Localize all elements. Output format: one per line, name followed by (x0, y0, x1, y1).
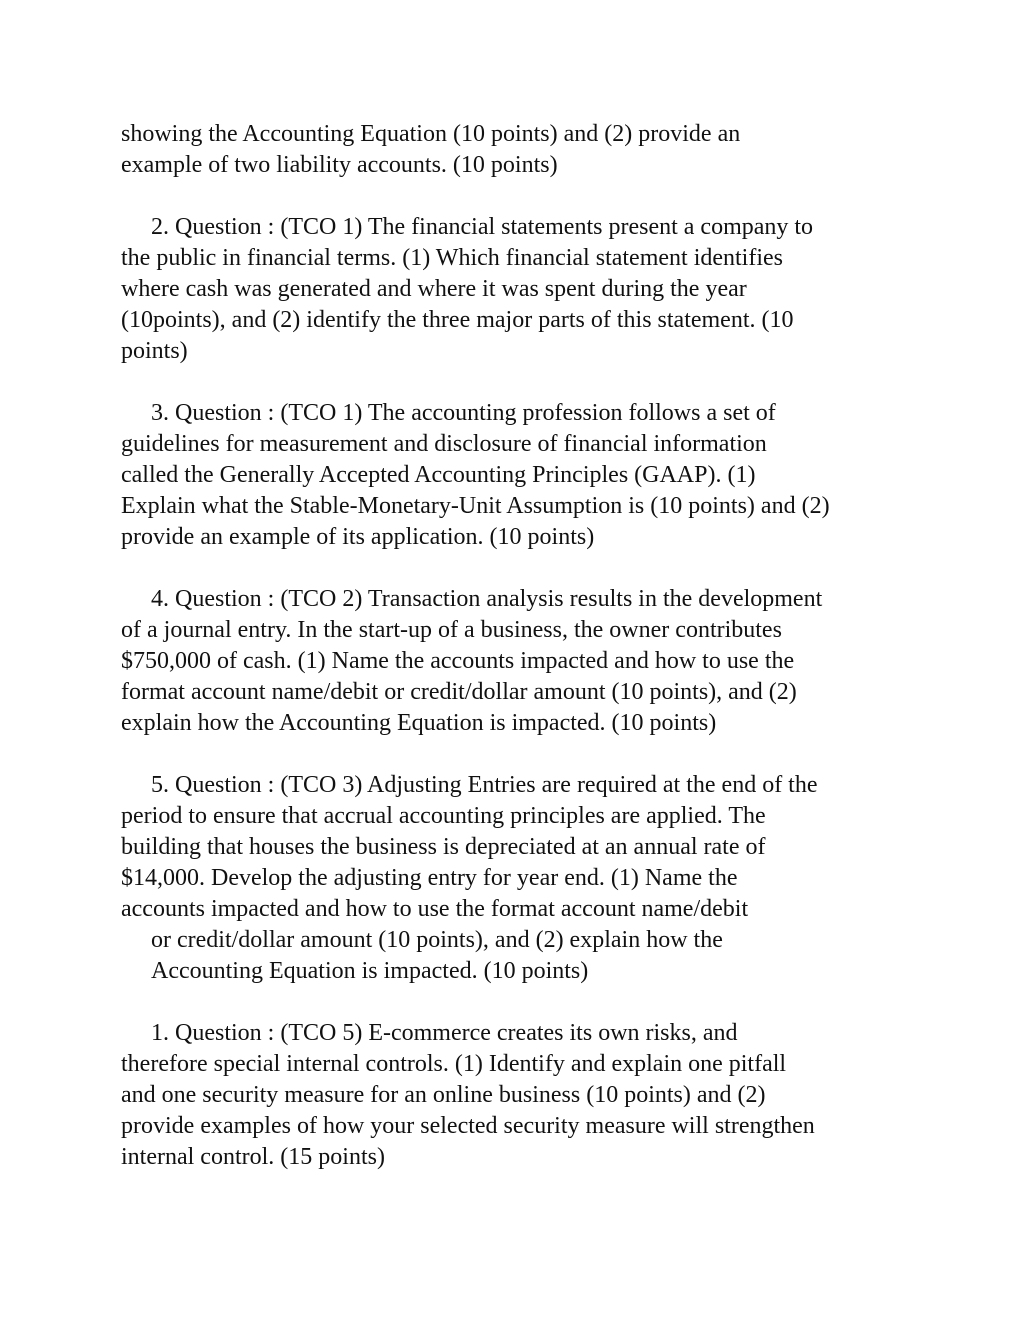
text-line: guidelines for measurement and disclosure of financial information (121, 431, 767, 457)
text-line: provide an example of its application. (10 points) (121, 524, 595, 550)
text-line: $750,000 of cash. (1) Name the accounts impacted and how to use the (121, 648, 795, 674)
text-line: format account name/debit or credit/dollar amount (10 points), and (2) (121, 679, 797, 705)
text-line: of a journal entry. In the start-up of a business, the owner contributes (121, 617, 782, 643)
document-page (121, 119, 921, 1173)
paragraph-question-1-tco5 (121, 1018, 921, 1173)
question-heading-line: 3. Question : (TCO 1) The accounting profession follows a set of (151, 400, 776, 426)
text-line: explain how the Accounting Equation is impacted. (10 points) (121, 710, 717, 736)
question-heading-line: 4. Question : (TCO 2) Transaction analysis results in the development (151, 586, 823, 612)
text-line: points) (121, 338, 188, 364)
text-line: called the Generally Accepted Accounting Principles (GAAP). (1) (121, 462, 756, 488)
question-heading-line: 1. Question : (TCO 5) E-commerce creates its own risks, and (151, 1020, 738, 1046)
text-line: $14,000. Develop the adjusting entry for year end. (1) Name the (121, 865, 738, 891)
text-line: (10points), and (2) identify the three major parts of this statement. (10 (121, 307, 794, 333)
paragraph-intro-continuation (121, 119, 921, 181)
text-line: therefore special internal controls. (1) Identify and explain one pitfall (121, 1051, 787, 1077)
text-line: the public in financial terms. (1) Which financial statement identifies (121, 245, 784, 271)
text-line: showing the Accounting Equation (10 points) and (2) provide an (121, 121, 741, 147)
paragraph-question-2 (121, 212, 921, 367)
paragraph-question-4 (121, 584, 921, 739)
question-heading-line: 2. Question : (TCO 1) The financial statements present a company to (151, 214, 814, 240)
text-line: period to ensure that accrual accounting principles are applied. The (121, 803, 766, 829)
text-line: where cash was generated and where it was spent during the year (121, 276, 747, 302)
paragraph-question-3 (121, 398, 921, 553)
text-line: internal control. (15 points) (121, 1144, 385, 1170)
question-heading-line: 5. Question : (TCO 3) Adjusting Entries are required at the end of the (151, 772, 818, 798)
text-line: and one security measure for an online business (10 points) and (2) (121, 1082, 766, 1108)
text-line: or credit/dollar amount (10 points), and (2) explain how the (151, 927, 723, 953)
text-line: provide examples of how your selected security measure will strengthen (121, 1113, 815, 1139)
text-line: building that houses the business is depreciated at an annual rate of (121, 834, 766, 860)
text-line: example of two liability accounts. (10 points) (121, 152, 558, 178)
text-line: Accounting Equation is impacted. (10 points) (151, 958, 589, 984)
paragraph-question-5 (121, 770, 921, 987)
text-line: Explain what the Stable-Monetary-Unit Assumption is (10 points) and (2) (121, 493, 830, 519)
text-line: accounts impacted and how to use the format account name/debit (121, 896, 749, 922)
